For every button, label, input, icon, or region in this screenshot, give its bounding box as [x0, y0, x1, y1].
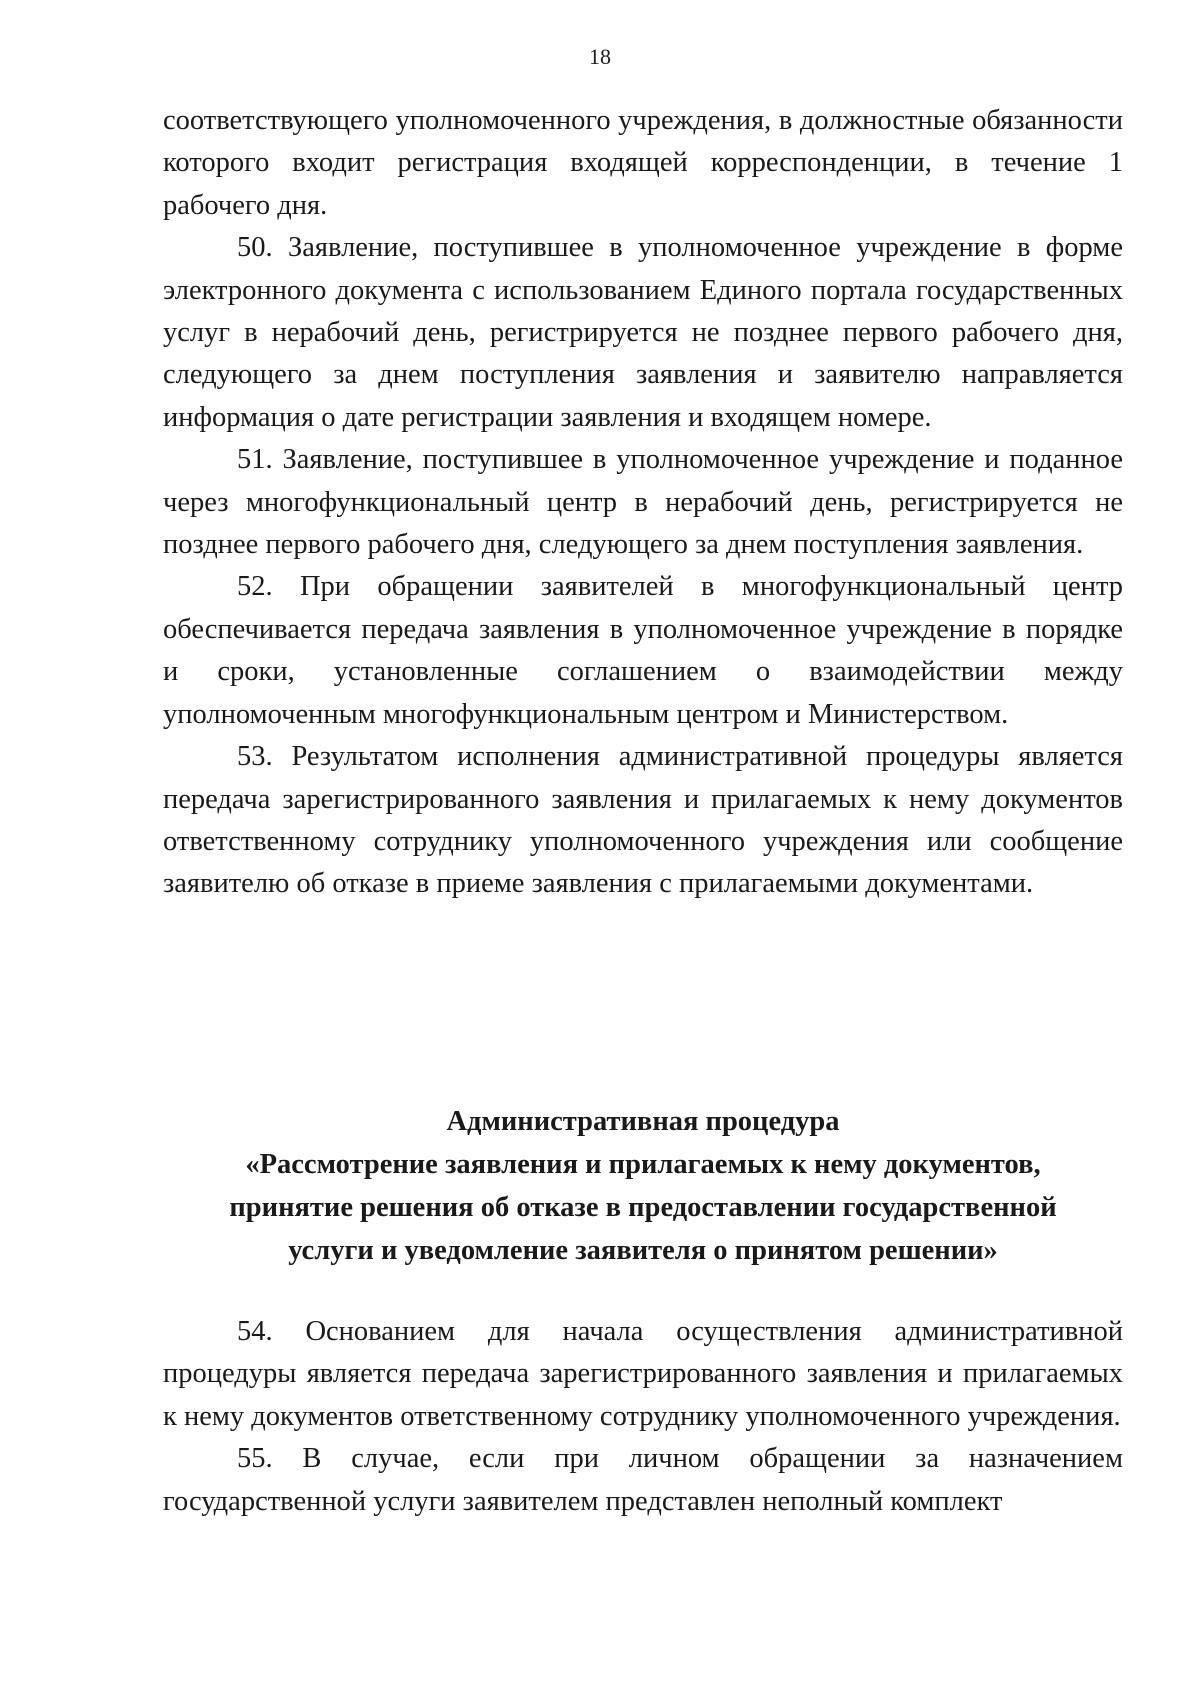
paragraph-continuation: соответствующего уполномоченного учреждения, в должностные обязанности которого входит регистрация входящей корреспонденции, в течение 1 рабочего дня.: [163, 105, 1123, 221]
paragraph-51: 51. Заявление, поступившее в уполномоченное учреждение и поданное через многофункциональный центр в нерабочий день, регистрируется не позднее первого рабочего дня, следующего за днем поступления заявления.: [163, 444, 1123, 561]
paragraph-52: 52. При обращении заявителей в многофункциональный центр обеспечивается передача заявления в уполномоченное учреждение в порядке и сроки, установленные соглашением о взаимодействии между уполномоченным многофункциональным центром и Министерством.: [163, 571, 1123, 730]
paragraph-53: 53. Результатом исполнения административной процедуры является передача зарегистрированного заявления и прилагаемых к нему документов ответственному сотруднику уполномоченного учреждения или сообщение заявителю об отказе в приеме заявления с прилагаемыми документами.: [163, 741, 1123, 900]
page-number: 18: [589, 44, 611, 69]
text-block-after-heading: [163, 1311, 1123, 1523]
section-heading-line-2: «Рассмотрение заявления и прилагаемых к нему документов,: [245, 1149, 1041, 1180]
section-heading-line-1: Административная процедура: [446, 1106, 840, 1137]
paragraph-54: 54. Основанием для начала осуществления административной процедуры является передача зарегистрированного заявления и прилагаемых к нему документов ответственному сотруднику уполномоченного учреждения.: [163, 1316, 1123, 1432]
section-heading-line-4: услуги и уведомление заявителя о принятом решении»: [288, 1235, 998, 1266]
section-heading: [163, 1100, 1123, 1272]
text-block-before-heading: [163, 100, 1123, 906]
section-heading-line-3: принятие решения об отказе в предоставлении государственной: [229, 1192, 1057, 1223]
paragraph-55: 55. В случае, если при личном обращении за назначением государственной услуги заявителем представлен неполный комплект: [163, 1443, 1123, 1517]
paragraph-50: 50. Заявление, поступившее в уполномоченное учреждение в форме электронного документа с использованием Единого портала государственных услуг в нерабочий день, регистрируется не позднее первого рабочего дня, следующего за днем поступления заявления и заявителю направляется информация о дате регистрации заявления и входящем номере.: [163, 232, 1123, 433]
